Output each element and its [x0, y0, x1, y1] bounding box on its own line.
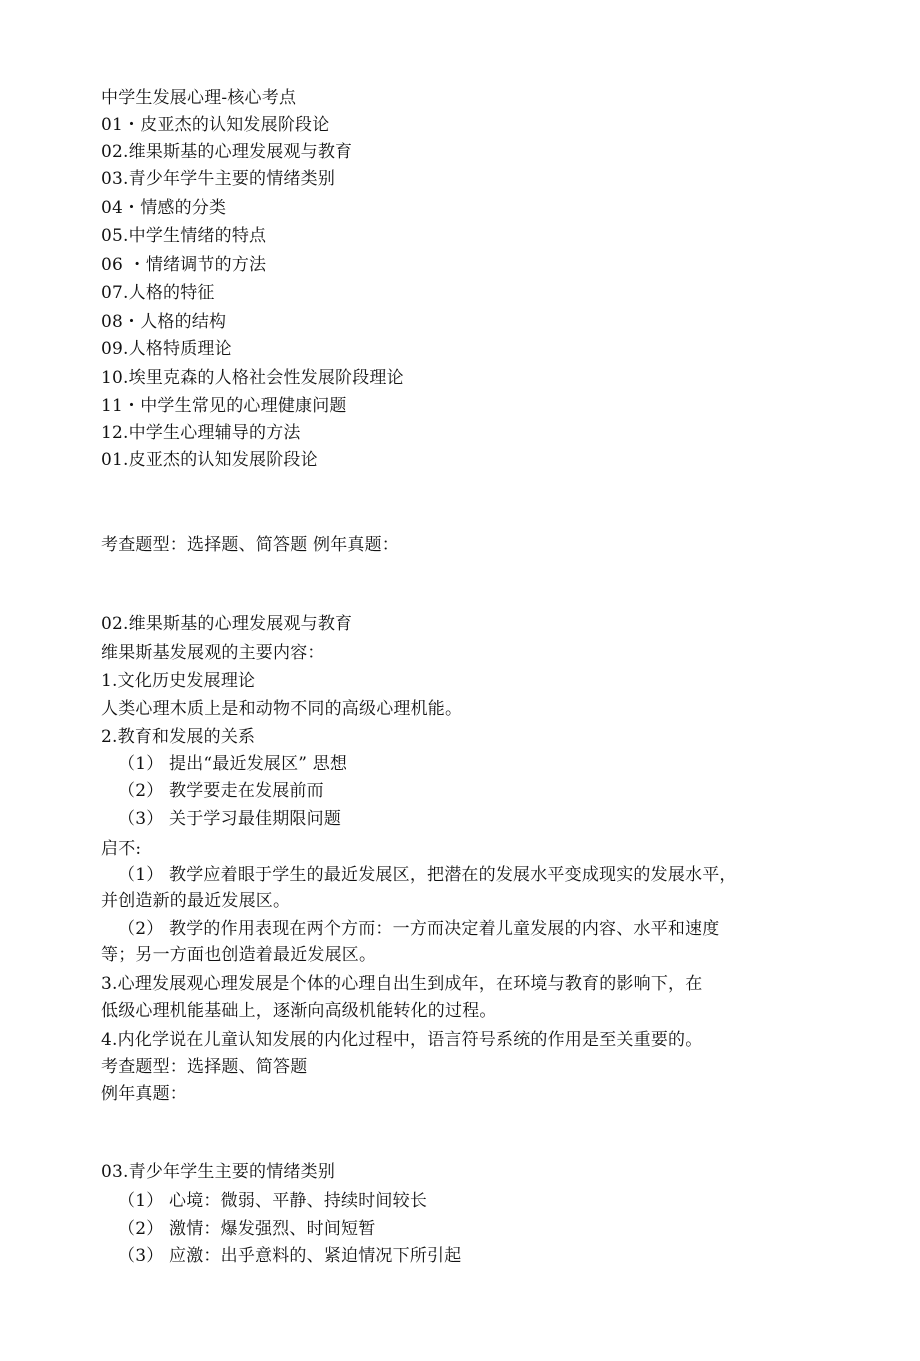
section3-item: （2） 激情：爆发强烈、时间短暂	[118, 1219, 376, 1239]
toc-item: 09.人格特质理论	[101, 339, 232, 359]
document-title: 中学生发展心理-核心考点	[101, 88, 297, 108]
section1-exam-line: 考查题型：选择题、简答题 例年真题：	[101, 535, 400, 555]
section2-point3-line2: 低级心理机能基础上，逐渐向高级机能转化的过程。	[101, 1001, 497, 1021]
section2-insight1-line1: （1） 教学应着眼于学生的最近发展区，把潜在的发展水平变成现实的发展水平，	[118, 865, 737, 885]
section2-point3-line1: 3.心理发展观心理发展是个体的心理自出生到成年，在环境与教育的影响下，在	[101, 974, 703, 994]
toc-item: 02.维果斯基的心理发展观与教育	[101, 142, 353, 162]
toc-item: 11・中学生常见的心理健康问题	[101, 396, 347, 416]
section3-item: （3） 应激：出乎意料的、紧迫情况下所引起	[118, 1246, 462, 1266]
section2-point2-item: （3） 关于学习最佳期限问题	[118, 809, 342, 829]
section2-point2-item: （1） 提出“最近发展区” 思想	[118, 754, 348, 774]
section2-insight-label: 启不:	[101, 839, 142, 859]
section2-exam-type: 考查题型：选择题、简答题	[101, 1057, 308, 1077]
section2-point4: 4.内化学说在儿童认知发展的内化过程中，语言符号系统的作用是至关重要的。	[101, 1030, 703, 1050]
toc-item: 12.中学生心理辅导的方法	[101, 423, 301, 443]
toc-item: 08・人格的结构	[101, 312, 227, 332]
section2-insight2-line1: （2） 教学的作用表现在两个方而：一方而决定着儿童发展的内容、水平和速度	[118, 919, 720, 939]
toc-item: 01・皮亚杰的认知发展阶段论	[101, 115, 330, 135]
section2-intro: 维果斯基发展观的主要内容：	[101, 643, 325, 663]
section2-insight1-line2: 并创造新的最近发展区。	[101, 891, 291, 911]
section2-exam-past: 例年真题：	[101, 1084, 187, 1104]
section2-point1-title: 1.文化历史发展理论	[101, 671, 256, 691]
toc-item: 04・情感的分类	[101, 198, 227, 218]
section2-point1-text: 人类心理木质上是和动物不同的高级心理机能。	[101, 699, 463, 719]
toc-item: 05.中学生情绪的特点	[101, 226, 267, 246]
section1-heading: 01.皮亚杰的认知发展阶段论	[101, 450, 318, 470]
section2-heading: 02.维果斯基的心理发展观与教育	[101, 614, 353, 634]
toc-item: 03.青少年学牛主要的情绪类别	[101, 169, 336, 189]
section3-item: （1） 心境：微弱、平静、持续时间较长	[118, 1191, 428, 1211]
section3-heading: 03.青少年学生主要的情绪类别	[101, 1162, 336, 1182]
section2-point2-title: 2.教育和发展的关系	[101, 727, 256, 747]
toc-item: 06 ・情绪调节的方法	[101, 255, 267, 275]
section2-point2-item: （2） 教学要走在发展前而	[118, 781, 324, 801]
section2-insight2-line2: 等；另一方面也创造着最近发展区。	[101, 945, 377, 965]
toc-item: 07.人格的特征	[101, 283, 215, 303]
toc-item: 10.埃里克森的人格社会性发展阶段理论	[101, 368, 404, 388]
